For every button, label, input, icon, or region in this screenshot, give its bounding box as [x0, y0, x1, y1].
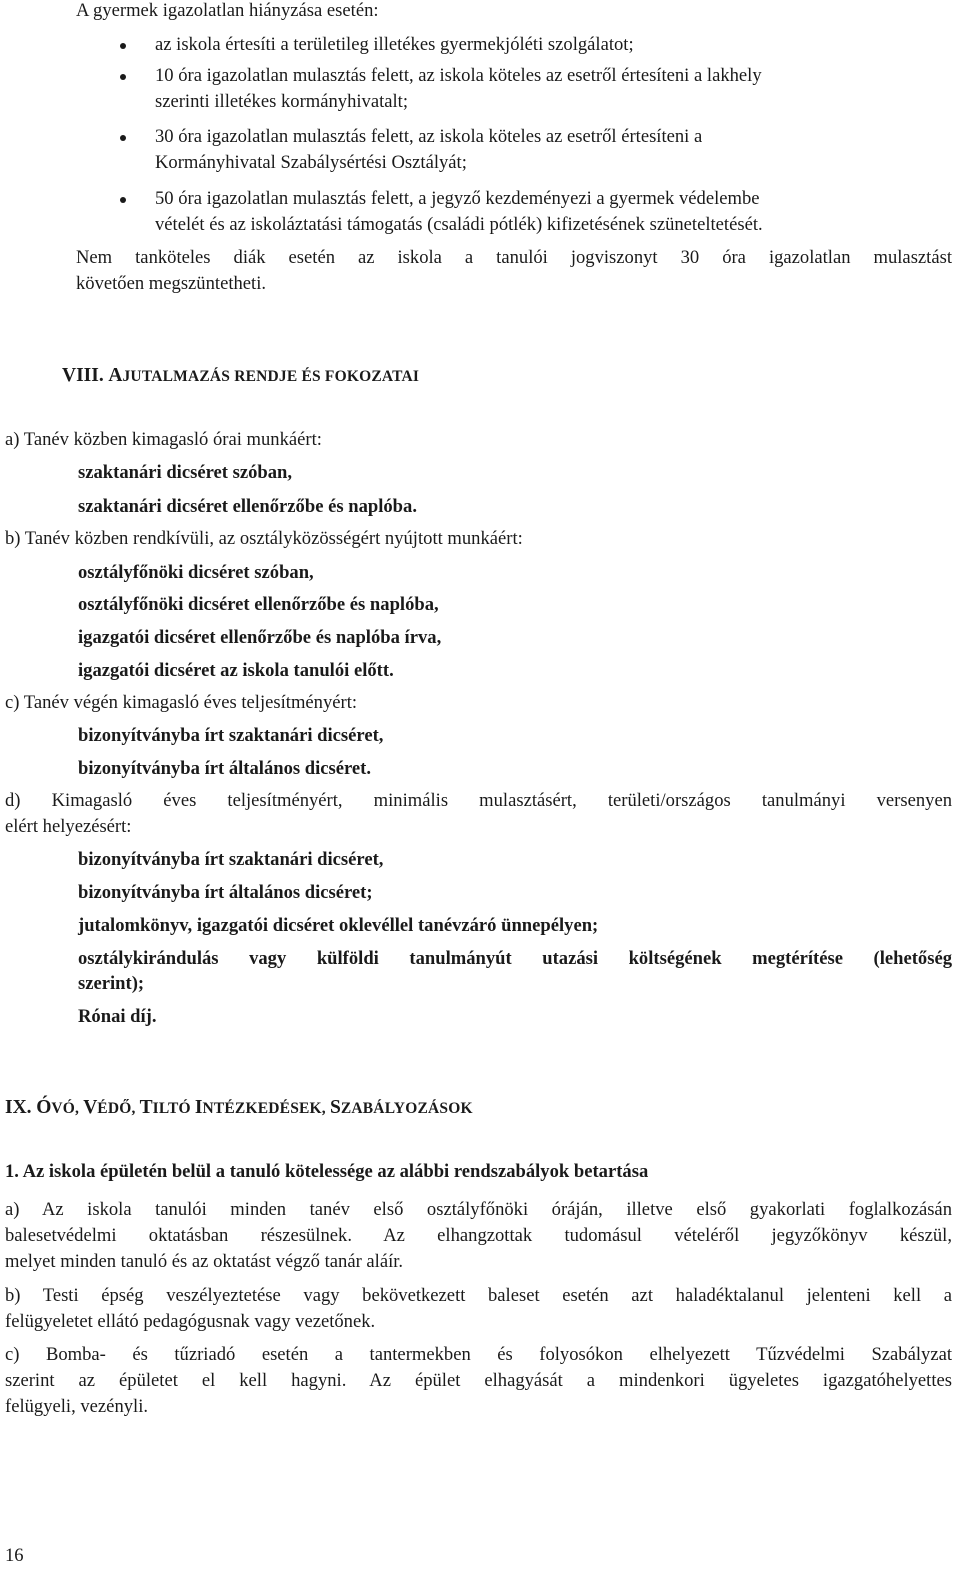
rules-subheading: 1. Az iskola épületén belül a tanuló kötelessége az alábbi rendszabályok betartása — [5, 1161, 649, 1182]
item-c-reward-1: bizonyítványba írt szaktanári dicséret, — [78, 725, 384, 746]
section-title-part: ILTÓ — [152, 1100, 195, 1117]
section-ix-heading — [5, 1095, 473, 1122]
section-viii-heading — [62, 363, 419, 390]
section-title-part: VÓ, — [51, 1100, 84, 1117]
para-c-line-3: felügyeli, vezényli. — [5, 1396, 149, 1417]
para-a-line-1: a) Az iskola tanulói minden tanév első osztályfőnöki óráján, illetve első gyakorlati foglalkozásán — [5, 1199, 952, 1220]
bullet-3-line-1: 30 óra igazolatlan mulasztás felett, az iskola köteles az esetről értesíteni a — [155, 126, 703, 147]
bullet-4-line-1: 50 óra igazolatlan mulasztás felett, a jegyző kezdeményezi a gyermek védelembe — [155, 188, 760, 209]
item-a-label: a) Tanév közben kimagasló órai munkáért: — [5, 429, 322, 450]
item-a-reward-2: szaktanári dicséret ellenőrzőbe és naplóba. — [78, 496, 417, 517]
note-line-2: követően megszüntetheti. — [76, 273, 267, 294]
bullet-1-line-1: az iskola értesíti a területileg illetékes gyermekjóléti szolgálatot; — [155, 34, 634, 55]
bullet-dot — [120, 135, 126, 141]
para-b-line-2: felügyeletet ellátó pedagógusnak vagy vezetőnek. — [5, 1311, 376, 1332]
section-number: VIII. — [62, 365, 104, 386]
bullet-dot — [120, 43, 126, 49]
bullet-dot — [120, 197, 126, 203]
item-d-reward-4-line-2: szerint); — [78, 973, 145, 994]
section-title-initial: V — [83, 1097, 98, 1118]
section-title-part: ÉDŐ, — [97, 1100, 140, 1117]
item-b-reward-2: osztályfőnöki dicséret ellenőrzőbe és naplóba, — [78, 594, 439, 615]
item-d-reward-3: jutalomkönyv, igazgatói dicséret oklevéllel tanévzáró ünnepélyen; — [78, 915, 599, 936]
item-d-reward-1: bizonyítványba írt szaktanári dicséret, — [78, 849, 384, 870]
item-b-reward-1: osztályfőnöki dicséret szóban, — [78, 562, 314, 583]
item-d-reward-4-line-1: osztálykirándulás vagy külföldi tanulmányút utazási költségének megtérítése (lehetőség — [78, 948, 952, 969]
bullet-4-line-2: vételét és az iskoláztatási támogatás (családi pótlék) kifizetésének szüneteltetését. — [155, 214, 763, 235]
para-c-line-1: c) Bomba- és tűzriadó esetén a tantermekben és folyosókon elhelyezett Tűzvédelmi Szabályzat — [5, 1344, 952, 1365]
para-a-line-2: balesetvédelmi oktatásban részesülnek. Az elhangzottak tudomásul vételéről jegyzőkönyv készül, — [5, 1225, 952, 1246]
item-d-label-line-1: d) Kimagasló éves teljesítményért, minimális mulasztásért, területi/országos tanulmányi versenyen — [5, 790, 952, 811]
section-number: IX. — [5, 1097, 32, 1118]
section-title-initial: T — [139, 1097, 153, 1118]
section-title-part: ZABÁLYOZÁSOK — [340, 1100, 473, 1117]
item-b-reward-4: igazgatói dicséret az iskola tanulói előtt. — [78, 660, 394, 681]
item-a-reward-1: szaktanári dicséret szóban, — [78, 462, 292, 483]
item-c-label: c) Tanév végén kimagasló éves teljesítményért: — [5, 692, 358, 713]
section-title-initial: I — [194, 1097, 203, 1118]
item-d-label-line-2: elért helyezésért: — [5, 816, 132, 837]
item-d-reward-2: bizonyítványba írt általános dicséret; — [78, 882, 373, 903]
item-b-reward-3: igazgatói dicséret ellenőrzőbe és naplóba írva, — [78, 627, 442, 648]
page-number: 16 — [5, 1545, 24, 1566]
para-c-line-2: szerint az épületet el kell hagyni. Az épület elhagyását a mindenkori ügyeletes igazgatóhelyettes — [5, 1370, 952, 1391]
note-line-1: Nem tanköteles diák esetén az iskola a tanulói jogviszonyt 30 óra igazolatlan mulasztást — [76, 247, 952, 268]
section-title-initial: S — [329, 1097, 341, 1118]
item-b-label: b) Tanév közben rendkívüli, az osztályközösségért nyújtott munkáért: — [5, 528, 523, 549]
para-b-line-1: b) Testi épség veszélyeztetése vagy bekövetkezett baleset esetén azt haladéktalanul jelenteni kell a — [5, 1285, 952, 1306]
section-title: JUTALMAZÁS RENDJE ÉS FOKOZATAI — [122, 368, 420, 385]
section-title-initial: A — [108, 365, 123, 386]
bullet-3-line-2: Kormányhivatal Szabálysértési Osztályát; — [155, 152, 467, 173]
section-title-initial: Ó — [36, 1097, 52, 1118]
section-title-part: NTÉZKEDÉSEK, — [202, 1100, 330, 1117]
para-a-line-3: melyet minden tanuló és az oktatást végző tanár aláír. — [5, 1251, 404, 1272]
bullet-dot — [120, 74, 126, 80]
item-c-reward-2: bizonyítványba írt általános dicséret. — [78, 758, 372, 779]
item-d-reward-5: Rónai díj. — [78, 1006, 157, 1027]
bullet-2-line-2: szerinti illetékes kormányhivatalt; — [155, 91, 409, 112]
bullet-2-line-1: 10 óra igazolatlan mulasztás felett, az iskola köteles az esetről értesíteni a lakhely — [155, 65, 762, 86]
absence-heading: A gyermek igazolatlan hiányzása esetén: — [76, 0, 379, 21]
